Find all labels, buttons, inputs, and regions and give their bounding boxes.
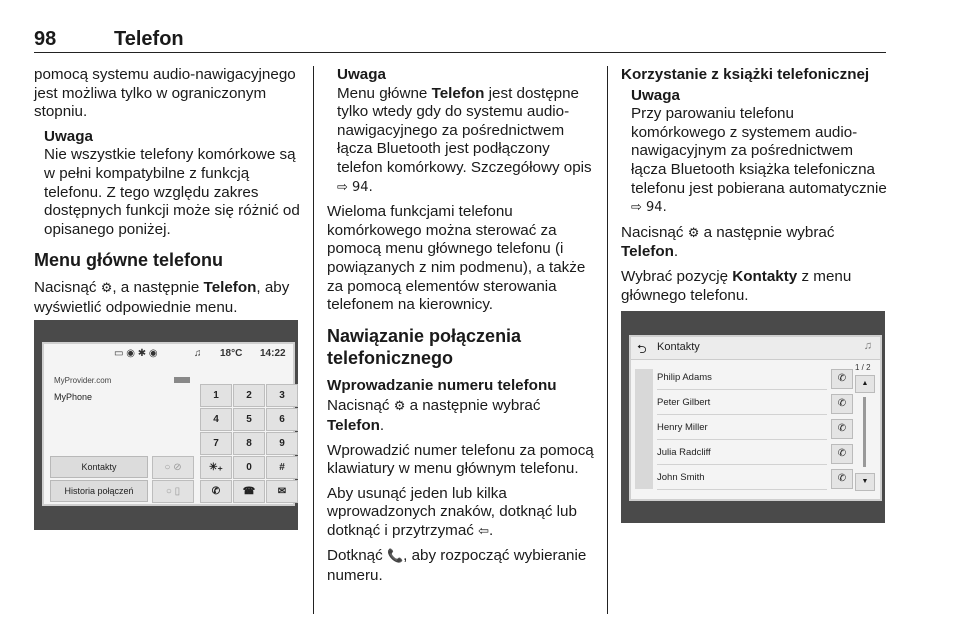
text: . xyxy=(488,521,494,539)
paragraph xyxy=(327,547,597,585)
text: , aby wyświetlić odpowiednie menu. xyxy=(34,279,290,316)
contact-row[interactable]: Julia Radcliff xyxy=(657,442,827,465)
note-title: Uwaga xyxy=(631,86,680,104)
key-5[interactable]: 5 xyxy=(233,408,265,431)
text: Nacisnąć xyxy=(34,279,101,297)
column-divider xyxy=(313,66,314,614)
bold-text: Kontakty xyxy=(732,267,798,285)
battery-icon xyxy=(174,377,190,383)
section-heading: Menu główne telefonu xyxy=(34,250,223,271)
text: Nacisnąć xyxy=(327,397,394,415)
bold-text: Telefon xyxy=(431,84,485,102)
key-9[interactable]: 9 xyxy=(266,432,298,455)
column-divider xyxy=(607,66,608,614)
text: a następnie wybrać xyxy=(405,397,541,415)
key-6[interactable]: 6 xyxy=(266,408,298,431)
text: Dotknąć xyxy=(327,547,387,565)
text: Wybrać pozycję xyxy=(621,267,733,285)
key-4[interactable]: 4 xyxy=(200,408,232,431)
note-title: Uwaga xyxy=(44,127,93,145)
page-title: Telefon xyxy=(114,28,184,50)
home-icon: ⚙ xyxy=(687,225,700,241)
text: Aby usunąć jeden lub kilka wprowadzonych znaków, dotknąć lub dotknąć i przytrzymać xyxy=(327,484,577,539)
contacts-button[interactable]: Kontakty xyxy=(50,456,148,478)
handsfree-icon[interactable]: ○ ▯ xyxy=(152,480,194,503)
paragraph xyxy=(621,268,891,305)
contact-row[interactable]: Peter Gilbert xyxy=(657,392,827,415)
note-text: Nie wszystkie telefony komórkowe są w pełni kompatybilne z funkcją telefonu. Z tego względu zakres dostępnych funkcji może się różnić od opisanego poniżej. xyxy=(44,146,300,238)
page-reference[interactable]: ⇨ 94. xyxy=(337,179,373,195)
back-icon[interactable]: ⮌ xyxy=(637,342,647,356)
section-heading: Nawiązanie połączenia telefonicznego xyxy=(327,325,522,368)
paragraph xyxy=(621,224,891,262)
text: , aby rozpocząć wybieranie numeru. xyxy=(327,547,587,585)
key-2[interactable]: 2 xyxy=(233,384,265,407)
note-title: Uwaga xyxy=(337,66,386,83)
sub-heading: Wprowadzanie numeru telefonu xyxy=(327,376,557,394)
contacts-title: Kontakty xyxy=(657,341,700,353)
key-hash[interactable]: # xyxy=(266,456,298,479)
call-icon[interactable]: ✆ xyxy=(200,480,232,503)
scroll-up-icon[interactable]: ▲ xyxy=(855,375,875,393)
text: a następnie wybrać xyxy=(699,223,835,241)
text: , a następnie xyxy=(112,279,204,297)
contacts-header xyxy=(631,337,880,360)
text: jest dostępne tylko wtedy gdy do systemu audio-nawigacyjnego za pośrednictwem łącza Bluetooth jest podłączony telefon komórkowy. Szczegółowy opis xyxy=(337,84,592,176)
text: Nacisnąć xyxy=(621,223,688,241)
bold-text: Telefon xyxy=(621,243,674,261)
temperature: 18°C xyxy=(220,348,243,359)
key-7[interactable]: 7 xyxy=(200,432,232,455)
contact-row[interactable]: John Smith xyxy=(657,467,827,490)
message-icon[interactable]: ✉ xyxy=(266,480,298,503)
text: . xyxy=(673,243,679,261)
paragraph xyxy=(327,485,597,542)
paragraph xyxy=(34,279,304,317)
contact-row[interactable]: Philip Adams xyxy=(657,367,827,390)
call-icon[interactable]: ✆ xyxy=(831,469,853,489)
text: Menu główne xyxy=(337,84,432,102)
call-icon[interactable]: ✆ xyxy=(831,444,853,464)
hangup-icon[interactable]: ☎ xyxy=(233,480,265,503)
paragraph: pomocą systemu audio-nawigacyjnego jest możliwa tylko w ograniczonym stopniu. xyxy=(34,66,296,121)
paragraph: Wprowadzić numer telefonu za pomocą klawiatury w menu głównym telefonu. xyxy=(327,441,594,478)
key-8[interactable]: 8 xyxy=(233,432,265,455)
contact-row[interactable]: Henry Miller xyxy=(657,417,827,440)
contacts-screenshot xyxy=(621,311,885,523)
bold-text: Telefon xyxy=(327,416,380,434)
music-icon: ♫ xyxy=(194,348,202,359)
page-reference[interactable]: ⇨ 94. xyxy=(631,200,667,216)
text: Przy parowaniu telefonu komórkowego z systemem audio-nawigacyjnym za pośrednictwem łącza Bluetooth książka telefoniczna telefonu jest pobierana automatycznie xyxy=(631,105,887,197)
backspace-icon: ⇦ xyxy=(478,523,489,539)
column-2 xyxy=(327,66,597,592)
column-1 xyxy=(34,66,304,324)
home-icon: ⚙ xyxy=(393,399,406,415)
provider-label: MyProvider.com xyxy=(54,376,112,385)
call-icon[interactable]: ✆ xyxy=(831,394,853,414)
paragraph xyxy=(327,397,597,435)
call-icon[interactable]: ✆ xyxy=(831,419,853,439)
note-box xyxy=(337,66,597,197)
key-3[interactable]: 3 xyxy=(266,384,298,407)
call-icon: 📞 xyxy=(386,549,404,565)
text: . xyxy=(379,416,385,434)
call-history-button[interactable]: Historia połączeń xyxy=(50,480,148,502)
phone-name: MyPhone xyxy=(54,392,93,402)
call-icon[interactable]: ✆ xyxy=(831,369,853,389)
note-box xyxy=(44,128,304,240)
sub-heading: Korzystanie z książki telefonicznej xyxy=(621,66,870,83)
page-indicator: 1 / 2 xyxy=(855,363,871,372)
status-bar xyxy=(44,346,293,364)
text: z menu głównego telefonu. xyxy=(621,267,852,304)
note-box xyxy=(631,87,891,218)
key-star[interactable]: ✳₊ xyxy=(200,456,232,479)
clock: 14:22 xyxy=(260,348,286,359)
key-1[interactable]: 1 xyxy=(200,384,232,407)
music-icon[interactable]: ♫ xyxy=(863,340,872,352)
page-header xyxy=(34,26,886,53)
scrollbar[interactable] xyxy=(863,397,866,467)
phone-menu-screenshot xyxy=(34,320,298,530)
note-text xyxy=(631,105,891,218)
mute-mic-icon[interactable]: ○ ⊘ xyxy=(152,456,194,479)
paragraph: Wieloma funkcjami telefonu komórkowego można sterować za pomocą menu głównego telefonu (i powiązanych z nim podmenu), a także za pomocą elementów sterowania telefonem na kierownicy. xyxy=(327,203,586,314)
side-tabs[interactable] xyxy=(635,369,653,489)
page-number: 98 xyxy=(34,28,57,50)
display-screen xyxy=(42,342,295,506)
scroll-down-icon[interactable]: ▼ xyxy=(855,473,875,491)
key-0[interactable]: 0 xyxy=(233,456,265,479)
status-icons: ▭ ◉ ✱ ◉ xyxy=(114,348,158,359)
column-3 xyxy=(621,66,891,311)
home-icon: ⚙ xyxy=(100,281,113,297)
display-screen xyxy=(629,335,882,501)
bold-text: Telefon xyxy=(203,279,257,297)
note-text xyxy=(337,85,597,198)
